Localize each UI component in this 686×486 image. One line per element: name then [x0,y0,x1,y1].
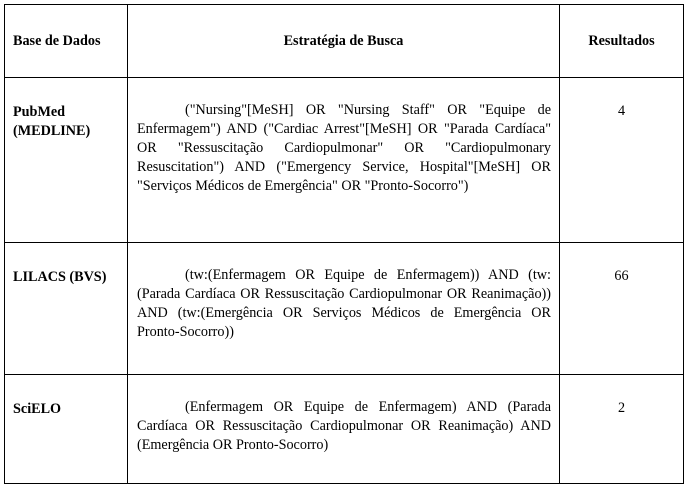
database-cell [5,78,128,243]
database-name: SciELO [13,401,62,417]
strategy-text: ("Nursing"[MeSH] OR "Nursing Staff" OR "Equipe de Enfermagem") AND ("Cardiac Arrest"[MeSH] OR "Parada Cardíaca" OR "Ressuscitação Cardiopulmonar" OR "Cardiopulmonary Resuscitation") AND ("Emergency Service, Hospital"[MeSH] OR "Serviços Médicos de Emergência" OR "Pronto-Socorro") [137,102,551,194]
strategy-text: (Enfermagem OR Equipe de Enfermagem) AND (Parada Cardíaca OR Ressuscitação Cardiopulmonar OR Reanimação) AND (Emergência OR Pronto-Socorro) [137,399,551,453]
header-database: Base de Dados [5,5,128,78]
database-name: PubMed (MEDLINE) [13,104,91,139]
table-row [5,78,684,243]
database-name: LILACS (BVS) [13,269,107,285]
header-row [5,5,684,78]
results-cell: 66 [560,243,684,375]
search-strategy-table [4,4,684,484]
database-cell [5,375,128,484]
results-cell: 4 [560,78,684,243]
table-row [5,243,684,375]
table-row [5,375,684,484]
results-cell: 2 [560,375,684,484]
database-cell [5,243,128,375]
strategy-cell [128,78,560,243]
header-results: Resultados [560,5,684,78]
strategy-cell [128,375,560,484]
strategy-text: (tw:(Enfermagem OR Equipe de Enfermagem)) AND (tw:(Parada Cardíaca OR Ressuscitação Cardiopulmonar OR Reanimação)) AND (tw:(Emergência OR Serviços Médicos de Emergência OR Pronto-Socorro)) [137,267,551,340]
strategy-cell [128,243,560,375]
header-strategy: Estratégia de Busca [128,5,560,78]
